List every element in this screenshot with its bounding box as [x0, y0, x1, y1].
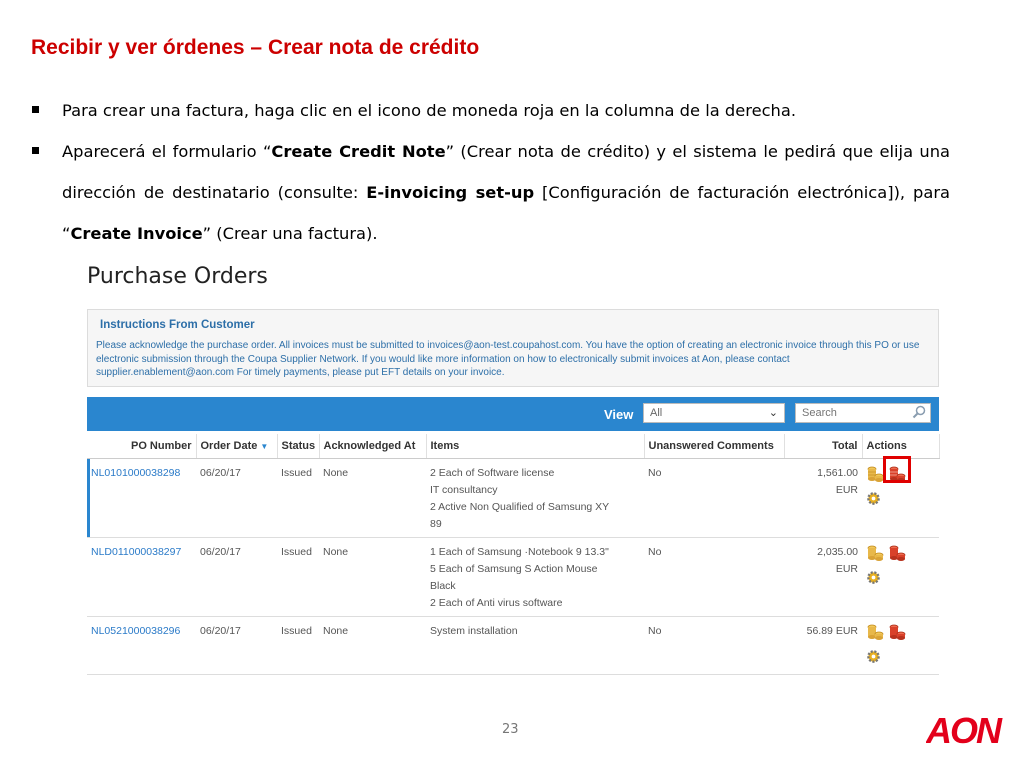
bullet-square-icon	[32, 147, 39, 154]
column-header-status[interactable]: Status	[277, 434, 319, 459]
item-line: 5 Each of Samsung S Action Mouse	[430, 563, 598, 575]
bullet-item	[30, 131, 950, 254]
column-header-acknowledged-at[interactable]: Acknowledged At	[319, 434, 426, 459]
total-cell	[784, 459, 862, 538]
item-line: Black	[430, 580, 456, 592]
red-coins-icon[interactable]	[888, 623, 906, 647]
item-line: 2 Each of Software license	[430, 467, 555, 479]
page-number: 23	[502, 722, 519, 737]
chevron-down-icon: ⌄	[768, 407, 778, 419]
column-header-po-number[interactable]: PO Number	[87, 434, 196, 459]
instructions-body: Please acknowledge the purchase order. All invoices must be submitted to invoices@aon-test.coupahost.com. You have the option of creating an electronic invoice through this PO or use electronic submission through the Coupa Supplier Network. If you would like more information on how to electronically submit invoices at Aon, please contact supplier.enablement@aon.com For timely payments, please put EFT details on your invoice.	[96, 340, 920, 378]
po-number-cell	[87, 617, 196, 675]
po-number-link[interactable]: NLD011000038297	[91, 546, 182, 558]
bullet-item	[30, 90, 950, 131]
highlight-box	[883, 456, 911, 483]
bullet-text: Para crear una factura, haga clic en el icono de moneda roja en la columna de la derecha.	[62, 101, 797, 120]
search-input[interactable]	[802, 407, 902, 419]
sort-desc-icon: ▼	[260, 442, 269, 451]
actions-cell	[862, 538, 939, 617]
actions-cell	[862, 617, 939, 675]
acknowledged-cell: None	[319, 538, 426, 617]
slide-title: Recibir y ver órdenes – Crear nota de crédito	[31, 36, 480, 59]
purchase-orders-table	[87, 434, 940, 675]
view-select[interactable]	[643, 403, 785, 423]
create-credit-note-term: Create Credit Note	[271, 142, 446, 161]
e-invoicing-setup-term: E-invoicing set-up	[366, 183, 535, 202]
comments-cell: No	[644, 617, 784, 675]
po-number-cell	[87, 538, 196, 617]
table-row	[87, 538, 939, 617]
bullet-square-icon	[32, 106, 39, 113]
total-cell	[784, 538, 862, 617]
column-header-items[interactable]: Items	[426, 434, 644, 459]
comments-cell: No	[644, 459, 784, 538]
item-line: 1 Each of Samsung ·Notebook 9 13.3"	[430, 546, 609, 558]
table-row	[87, 459, 939, 538]
total-amount: 1,561.00	[817, 467, 858, 479]
bullet-text: Aparecerá el formulario “Create Credit Note” (Crear nota de crédito) y el sistema le pedirá que elija una dirección de destinatario (consulte: E-invoicing set-up [Configuración de facturación electrónica]), para “Create Invoice” (Crear una factura).	[62, 142, 951, 243]
column-header-actions: Actions	[862, 434, 939, 459]
gear-icon[interactable]	[866, 649, 935, 670]
order-date-cell: 06/20/17	[196, 617, 277, 675]
column-header-order-date[interactable]: Order Date ▼	[196, 434, 277, 459]
actions-cell	[862, 459, 939, 538]
acknowledged-cell: None	[319, 617, 426, 675]
items-cell	[426, 538, 644, 617]
view-select-value: All	[650, 407, 663, 419]
aon-logo	[926, 710, 1012, 753]
items-cell	[426, 459, 644, 538]
bullet-list	[30, 90, 950, 254]
po-number-link[interactable]: NL0521000038296	[91, 625, 181, 637]
total-cell	[784, 617, 862, 675]
status-cell: Issued	[277, 617, 319, 675]
instructions-panel	[87, 309, 939, 387]
item-line: IT consultancy	[430, 484, 498, 496]
yellow-coins-icon[interactable]	[866, 465, 884, 489]
table-row	[87, 617, 939, 675]
red-coins-icon[interactable]	[888, 544, 906, 568]
acknowledged-cell: None	[319, 459, 426, 538]
order-date-cell: 06/20/17	[196, 538, 277, 617]
status-cell: Issued	[277, 459, 319, 538]
yellow-coins-icon[interactable]	[866, 544, 884, 568]
search-box[interactable]	[795, 403, 931, 423]
table-header-row	[87, 434, 939, 459]
gear-icon[interactable]	[866, 570, 935, 591]
total-amount: 56.89 EUR	[806, 625, 858, 637]
po-number-cell	[87, 459, 196, 538]
total-currency: EUR	[835, 563, 858, 575]
column-header-unanswered-comments[interactable]: Unanswered Comments	[644, 434, 784, 459]
total-currency: EUR	[835, 484, 858, 496]
purchase-orders-title: Purchase Orders	[87, 264, 268, 289]
item-line: 89	[430, 518, 442, 530]
total-amount: 2,035.00	[817, 546, 858, 558]
instructions-heading: Instructions From Customer	[100, 319, 255, 331]
po-number-link[interactable]: NL0101000038298	[91, 467, 181, 479]
item-line: 2 Active Non Qualified of Samsung XY	[430, 501, 610, 513]
items-cell	[426, 617, 644, 675]
status-cell: Issued	[277, 538, 319, 617]
comments-cell: No	[644, 538, 784, 617]
item-line: System installation	[430, 625, 518, 637]
svg-text:AON: AON	[926, 710, 1000, 748]
item-line: 2 Each of Anti virus software	[430, 597, 563, 609]
view-label: View	[604, 407, 634, 422]
column-header-total[interactable]: Total	[784, 434, 862, 459]
yellow-coins-icon[interactable]	[866, 623, 884, 647]
create-invoice-term: Create Invoice	[70, 224, 203, 243]
gear-icon[interactable]	[866, 491, 935, 512]
search-icon[interactable]	[912, 405, 926, 422]
table-toolbar	[87, 397, 939, 431]
order-date-cell: 06/20/17	[196, 459, 277, 538]
